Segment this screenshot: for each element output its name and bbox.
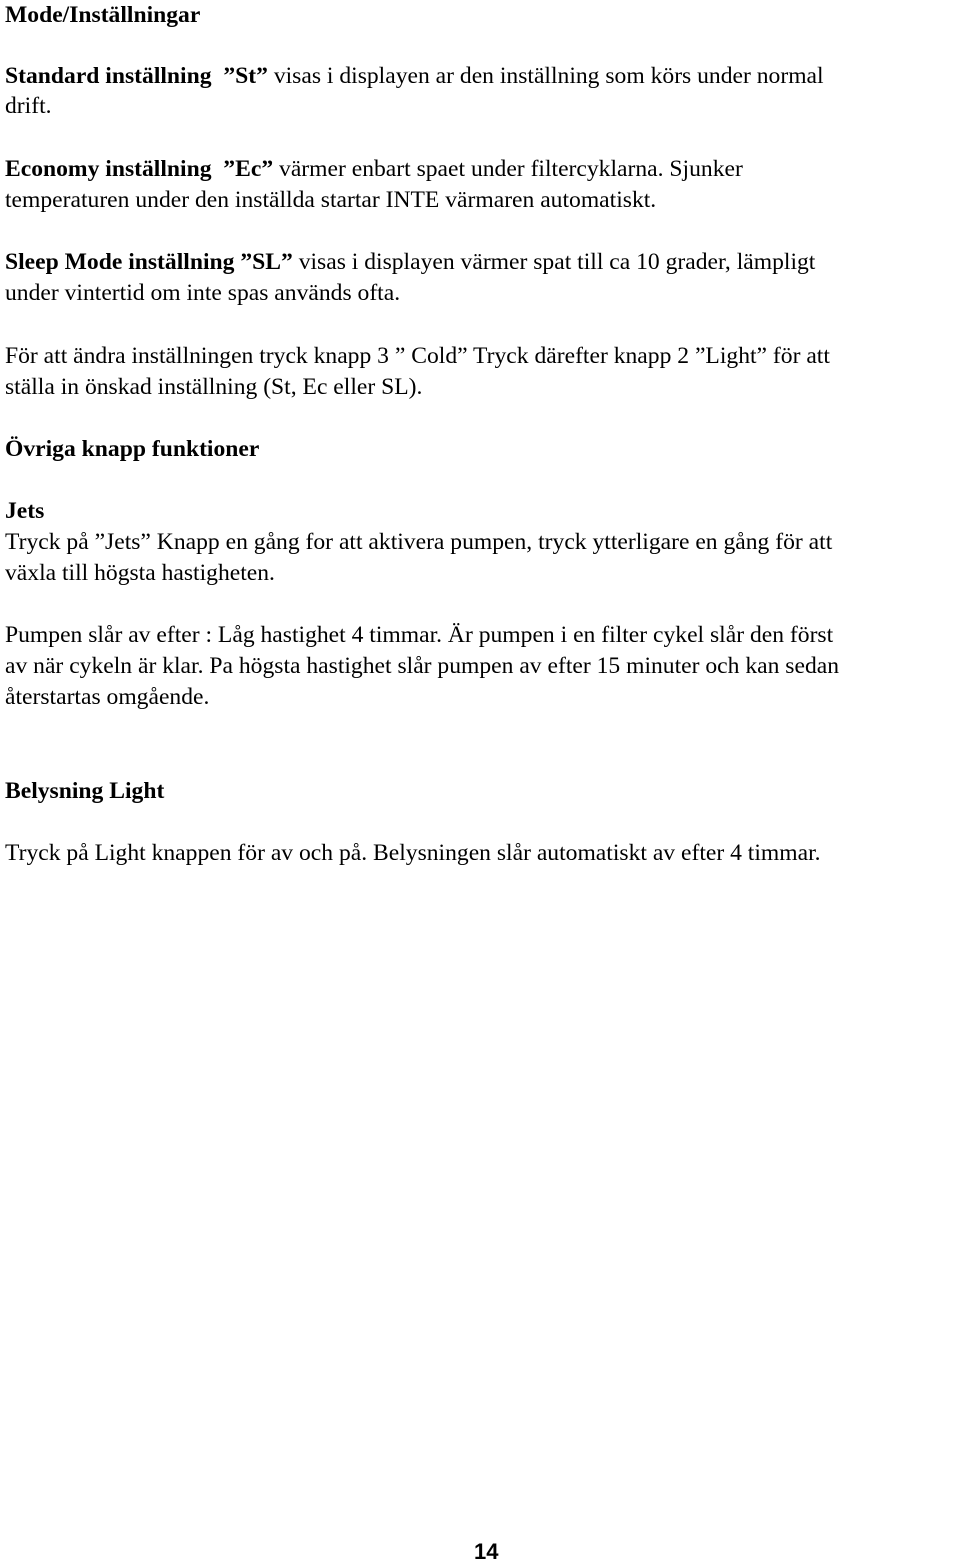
pump-line-1: Pumpen slår av efter : Låg hastighet 4 timmar. Är pumpen i en filter cykel slår den först — [5, 622, 834, 648]
sleep-line-2: under vintertid om inte spas används ofta. — [5, 280, 401, 306]
economy-line-1: Economy inställning ”Ec” värmer enbart spaet under filtercyklarna. Sjunker — [5, 156, 743, 182]
page-number: 14 — [474, 1539, 499, 1564]
jets-heading: Jets — [5, 498, 45, 524]
economy-text: värmer enbart spaet under filtercyklarna. Sjunker — [279, 156, 743, 182]
jets-line-2: växla till högsta hastigheten. — [5, 560, 275, 586]
sleep-line-1: Sleep Mode inställning ”SL” visas i displayen värmer spat till ca 10 grader, lämpligt — [5, 249, 816, 275]
pump-line-2: av när cykeln är klar. Pa högsta hastighet slår pumpen av efter 15 minuter och kan sedan — [5, 653, 840, 679]
change-line-2: ställa in önskad inställning (St, Ec eller SL). — [5, 374, 423, 400]
light-line-1: Tryck på Light knappen för av och på. Belysningen slår automatiskt av efter 4 timmar. — [5, 840, 821, 866]
light-heading: Belysning Light — [5, 778, 165, 804]
sleep-code: SL — [252, 249, 281, 275]
section-heading-mode: Mode/Inställningar — [5, 2, 201, 28]
jets-line-1: Tryck på ”Jets” Knapp en gång for att aktivera pumpen, tryck ytterligare en gång för att — [5, 529, 833, 555]
change-line-1: För att ändra inställningen tryck knapp 3 ” Cold” Tryck därefter knapp 2 ”Light” för att — [5, 343, 830, 369]
economy-code: Ec — [235, 156, 262, 182]
sleep-label: Sleep Mode inställning — [5, 249, 235, 275]
sleep-text: visas i displayen värmer spat till ca 10 grader, lämpligt — [298, 249, 816, 275]
pump-line-3: återstartas omgående. — [5, 684, 210, 710]
economy-label: Economy inställning — [5, 156, 212, 182]
standard-line-1: Standard inställning ”St” visas i displayen ar den inställning som körs under normal — [5, 63, 824, 89]
economy-line-2: temperaturen under den inställda startar INTE värmaren automatiskt. — [5, 187, 657, 213]
standard-text: visas i displayen ar den inställning som körs under normal — [273, 63, 824, 89]
standard-label: Standard inställning — [5, 63, 212, 89]
standard-code: St — [235, 63, 257, 89]
section-heading-other: Övriga knapp funktioner — [5, 436, 260, 462]
standard-line-2: drift. — [5, 93, 52, 119]
